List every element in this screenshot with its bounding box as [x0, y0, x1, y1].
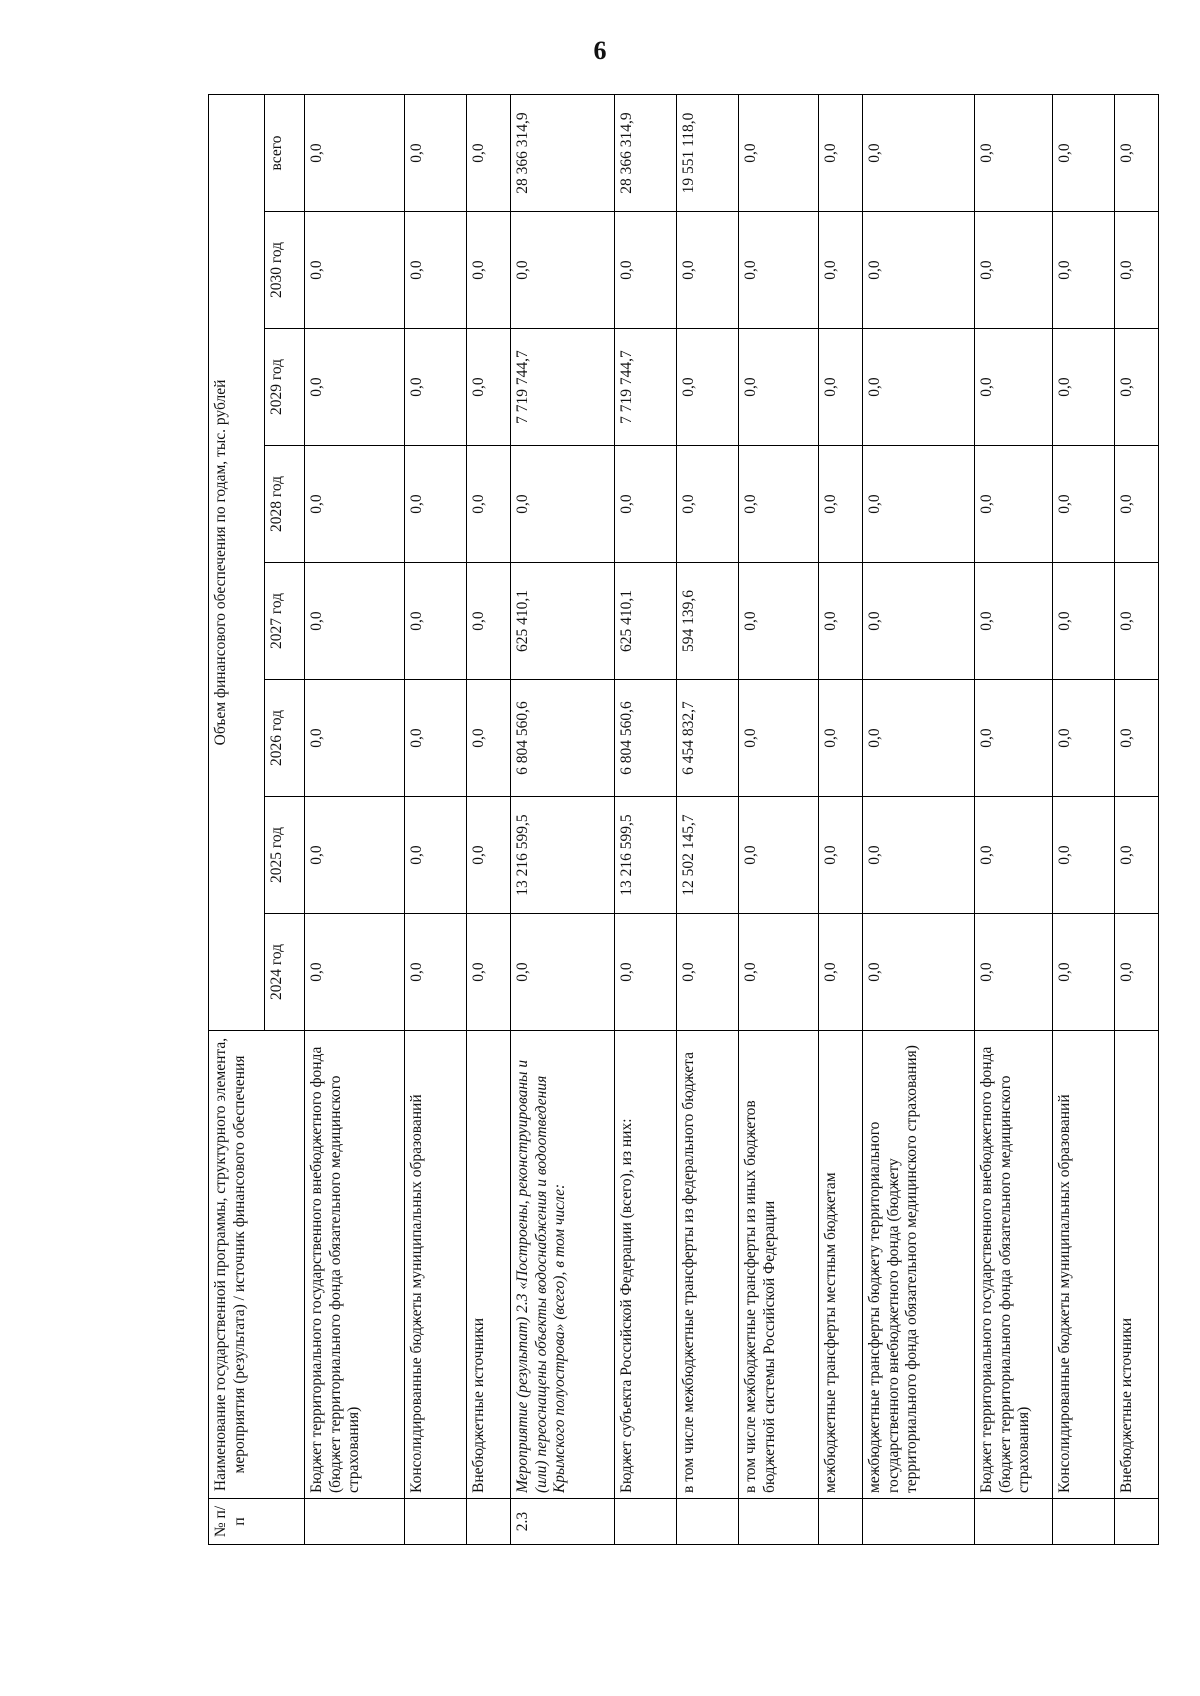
value-cell: 0,0: [467, 914, 511, 1031]
value-cell: 0,0: [1053, 914, 1115, 1031]
value-cell: 0,0: [305, 212, 405, 329]
value-cell: 0,0: [405, 563, 467, 680]
value-cell: 0,0: [819, 446, 863, 563]
value-cell: 0,0: [467, 95, 511, 212]
value-cell: 0,0: [511, 914, 615, 1031]
value-cell: 0,0: [467, 797, 511, 914]
value-cell: 7 719 744,7: [511, 329, 615, 446]
row-name: Внебюджетные источники: [467, 1031, 511, 1499]
value-cell: 0,0: [467, 680, 511, 797]
row-number: [615, 1499, 677, 1545]
value-cell: 0,0: [405, 797, 467, 914]
value-cell: 0,0: [1115, 680, 1159, 797]
value-cell: 0,0: [677, 212, 739, 329]
value-cell: 0,0: [739, 563, 819, 680]
value-cell: 0,0: [863, 914, 975, 1031]
value-cell: 0,0: [1053, 563, 1115, 680]
table-row: [739, 95, 819, 1545]
table-row: [1115, 95, 1159, 1545]
value-cell: 0,0: [975, 914, 1053, 1031]
value-cell: 0,0: [615, 914, 677, 1031]
rotated-table-sheet: [208, 95, 1138, 1545]
value-cell: 0,0: [739, 212, 819, 329]
row-name: Внебюджетные источники: [1115, 1031, 1159, 1499]
value-cell: 0,0: [1053, 212, 1115, 329]
row-number: [863, 1499, 975, 1545]
row-name: Бюджет территориального государственного внебюджетного фонда (бюджет территориального фонда обязательного медицинского страхования): [305, 1031, 405, 1499]
value-cell: 0,0: [615, 446, 677, 563]
value-cell: 0,0: [863, 329, 975, 446]
value-cell: 13 216 599,5: [615, 797, 677, 914]
row-number: [1115, 1499, 1159, 1545]
value-cell: 594 139,6: [677, 563, 739, 680]
row-number: [739, 1499, 819, 1545]
header-financing-volume: Объем финансового обеспечения по годам, тыс. рублей: [209, 95, 265, 1031]
value-cell: 0,0: [975, 446, 1053, 563]
value-cell: 0,0: [405, 329, 467, 446]
row-name: Бюджет субъекта Российской Федерации (всего), из них:: [615, 1031, 677, 1499]
value-cell: 0,0: [405, 914, 467, 1031]
row-number: [305, 1499, 405, 1545]
value-cell: 0,0: [467, 563, 511, 680]
value-cell: 0,0: [511, 446, 615, 563]
value-cell: 28 366 314,9: [511, 95, 615, 212]
value-cell: 0,0: [863, 563, 975, 680]
table-row: [467, 95, 511, 1545]
table-row: [1053, 95, 1115, 1545]
value-cell: 0,0: [1115, 446, 1159, 563]
value-cell: 0,0: [467, 446, 511, 563]
header-number: № п/п: [209, 1499, 305, 1545]
value-cell: 0,0: [819, 914, 863, 1031]
value-cell: 13 216 599,5: [511, 797, 615, 914]
value-cell: 0,0: [305, 680, 405, 797]
value-cell: 0,0: [819, 680, 863, 797]
value-cell: 0,0: [863, 95, 975, 212]
value-cell: 0,0: [863, 446, 975, 563]
value-cell: 0,0: [739, 797, 819, 914]
row-number: [819, 1499, 863, 1545]
row-name: межбюджетные трансферты бюджету территориального государственного внебюджетного фонда (бюджету территориального фонда обязательного медицинского страхования): [863, 1031, 975, 1499]
value-cell: 0,0: [739, 95, 819, 212]
table-row: [819, 95, 863, 1545]
row-name: Консолидированные бюджеты муниципальных образований: [405, 1031, 467, 1499]
value-cell: 0,0: [405, 680, 467, 797]
value-cell: 0,0: [305, 446, 405, 563]
value-cell: 0,0: [1115, 212, 1159, 329]
value-cell: 0,0: [677, 914, 739, 1031]
value-cell: 12 502 145,7: [677, 797, 739, 914]
value-cell: 0,0: [305, 563, 405, 680]
value-cell: 0,0: [1053, 680, 1115, 797]
value-cell: 0,0: [739, 329, 819, 446]
value-cell: 625 410,1: [615, 563, 677, 680]
value-cell: 0,0: [677, 446, 739, 563]
header-year: 2030 год: [265, 212, 305, 329]
value-cell: 0,0: [405, 446, 467, 563]
table-row: [615, 95, 677, 1545]
table-row: [677, 95, 739, 1545]
value-cell: 28 366 314,9: [615, 95, 677, 212]
row-name: Бюджет территориального государственного внебюджетного фонда (бюджет территориального фонда обязательного медицинского страхования): [975, 1031, 1053, 1499]
row-number: [677, 1499, 739, 1545]
value-cell: 0,0: [305, 95, 405, 212]
table-row: [305, 95, 405, 1545]
value-cell: 0,0: [305, 914, 405, 1031]
row-number: 2.3: [511, 1499, 615, 1545]
value-cell: 0,0: [975, 329, 1053, 446]
value-cell: 0,0: [1053, 797, 1115, 914]
value-cell: 0,0: [819, 95, 863, 212]
value-cell: 0,0: [975, 95, 1053, 212]
financing-table: [208, 94, 1159, 1545]
value-cell: 0,0: [819, 797, 863, 914]
header-year: всего: [265, 95, 305, 212]
value-cell: 6 804 560,6: [511, 680, 615, 797]
value-cell: 0,0: [975, 563, 1053, 680]
row-name: в том числе межбюджетные трансферты из федерального бюджета: [677, 1031, 739, 1499]
value-cell: 0,0: [863, 680, 975, 797]
value-cell: 0,0: [739, 914, 819, 1031]
value-cell: 19 551 118,0: [677, 95, 739, 212]
value-cell: 0,0: [863, 797, 975, 914]
value-cell: 0,0: [305, 329, 405, 446]
value-cell: 0,0: [677, 329, 739, 446]
row-name: Мероприятие (результат) 2.3 «Построены, реконструированы и (или) переоснащены объекты водоснабжения и водоотведения Крымского полуострова» (всего), в том числе:: [511, 1031, 615, 1499]
header-year: 2026 год: [265, 680, 305, 797]
row-number: [467, 1499, 511, 1545]
value-cell: 0,0: [739, 446, 819, 563]
header-year: 2028 год: [265, 446, 305, 563]
row-name: межбюджетные трансферты местным бюджетам: [819, 1031, 863, 1499]
value-cell: 625 410,1: [511, 563, 615, 680]
row-number: [1053, 1499, 1115, 1545]
value-cell: 0,0: [975, 680, 1053, 797]
table-row: [863, 95, 975, 1545]
value-cell: 0,0: [819, 212, 863, 329]
header-year: 2025 год: [265, 797, 305, 914]
row-number: [405, 1499, 467, 1545]
value-cell: 6 804 560,6: [615, 680, 677, 797]
value-cell: 0,0: [975, 212, 1053, 329]
header-year: 2024 год: [265, 914, 305, 1031]
value-cell: 0,0: [467, 329, 511, 446]
value-cell: 0,0: [1115, 797, 1159, 914]
value-cell: 0,0: [467, 212, 511, 329]
header-year: 2027 год: [265, 563, 305, 680]
value-cell: 0,0: [1053, 446, 1115, 563]
value-cell: 0,0: [975, 797, 1053, 914]
value-cell: 0,0: [819, 329, 863, 446]
value-cell: 0,0: [1053, 95, 1115, 212]
value-cell: 0,0: [739, 680, 819, 797]
value-cell: 6 454 832,7: [677, 680, 739, 797]
header-name: Наименование государственной программы, структурного элемента, мероприятия (результата) / источник финансового обеспечения: [209, 1031, 305, 1499]
value-cell: 0,0: [863, 212, 975, 329]
value-cell: 0,0: [1115, 95, 1159, 212]
value-cell: 0,0: [1115, 563, 1159, 680]
value-cell: 0,0: [615, 212, 677, 329]
page-number: 6: [593, 36, 607, 65]
value-cell: 0,0: [405, 95, 467, 212]
header-year: 2029 год: [265, 329, 305, 446]
value-cell: 0,0: [1115, 914, 1159, 1031]
row-name: в том числе межбюджетные трансферты из иных бюджетов бюджетной системы Российской Федерации: [739, 1031, 819, 1499]
value-cell: 7 719 744,7: [615, 329, 677, 446]
row-number: [975, 1499, 1053, 1545]
value-cell: 0,0: [819, 563, 863, 680]
table-row: [975, 95, 1053, 1545]
value-cell: 0,0: [1115, 329, 1159, 446]
table-row: [405, 95, 467, 1545]
value-cell: 0,0: [305, 797, 405, 914]
row-name: Консолидированные бюджеты муниципальных образований: [1053, 1031, 1115, 1499]
value-cell: 0,0: [511, 212, 615, 329]
table-row: [511, 95, 615, 1545]
value-cell: 0,0: [405, 212, 467, 329]
value-cell: 0,0: [1053, 329, 1115, 446]
